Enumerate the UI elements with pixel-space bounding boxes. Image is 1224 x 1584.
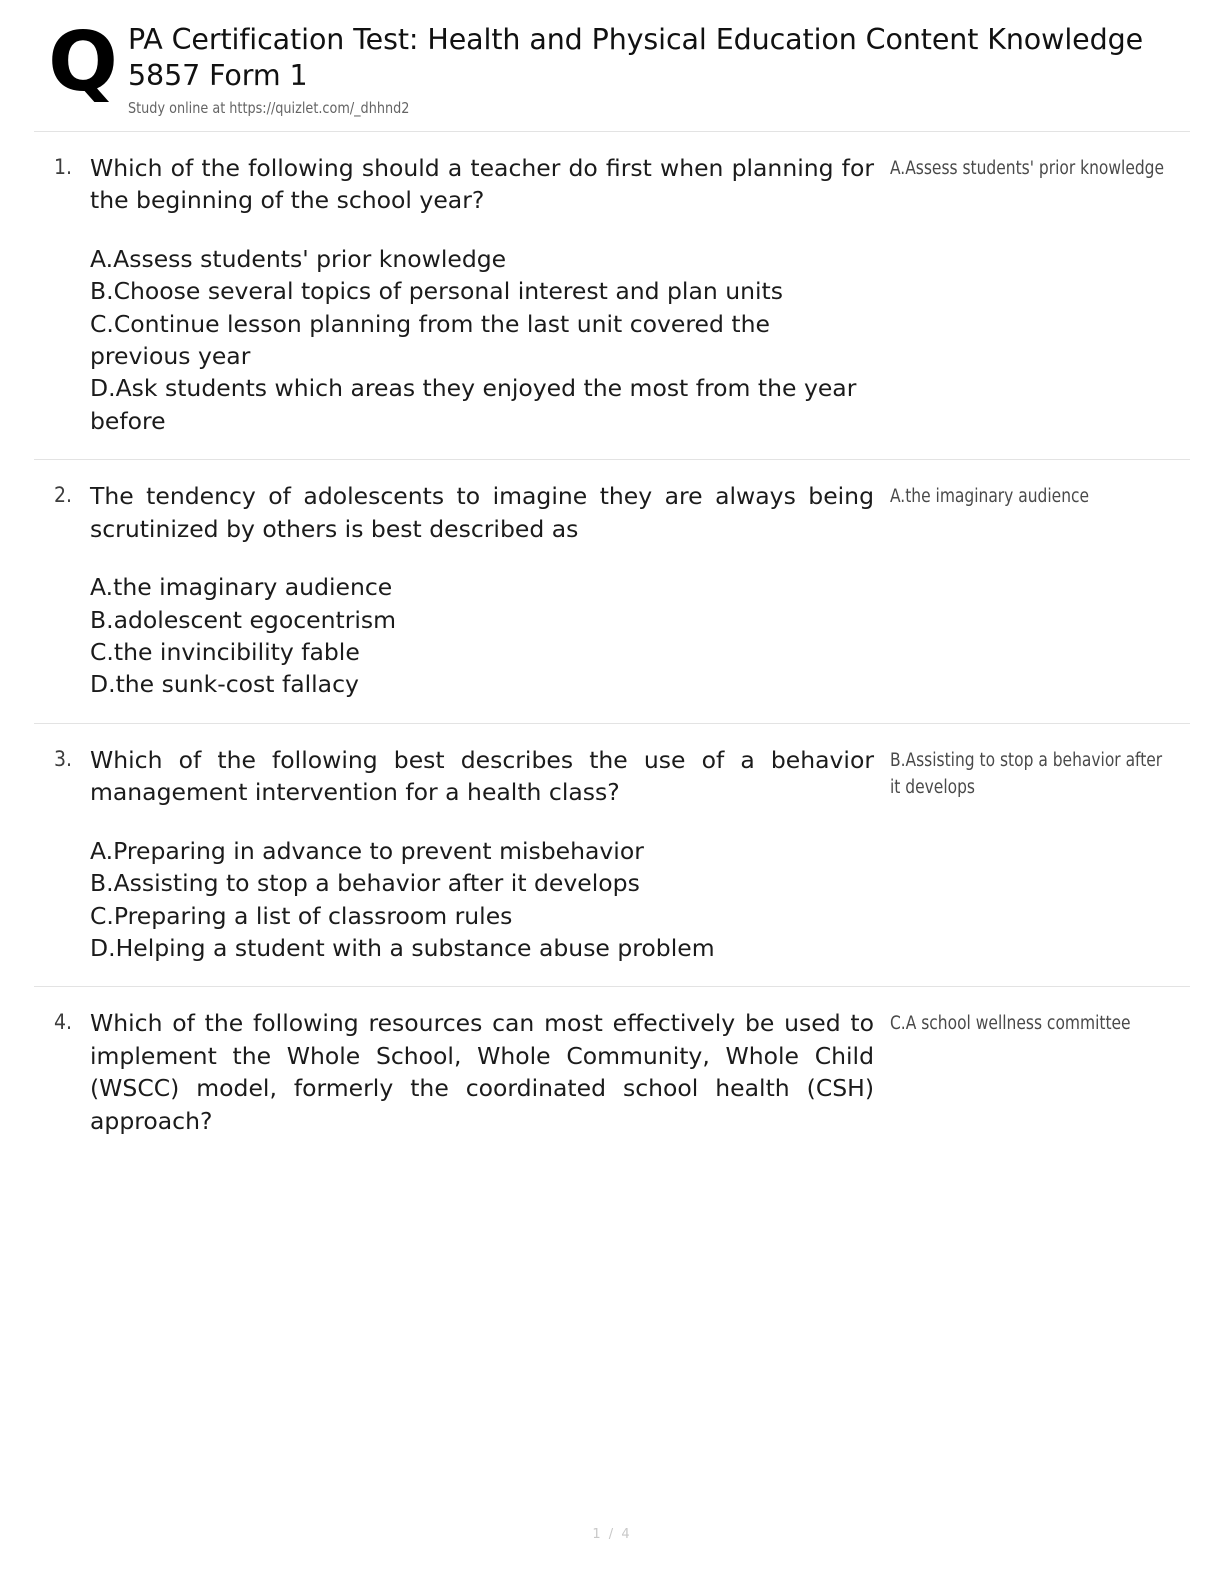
question-number: 2.: [53, 483, 72, 508]
question-choices: [90, 243, 874, 438]
choice-c: C.the invincibility fable: [90, 638, 360, 666]
choice-d: D.Ask students which areas they enjoyed the most from the year before: [90, 374, 857, 435]
choice-c: C.Preparing a list of classroom rules: [90, 901, 513, 930]
choice-c: C.Continue lesson planning from the last unit covered the previous year: [90, 309, 770, 371]
question-choices: [90, 571, 874, 701]
question-row: [34, 986, 1190, 1159]
study-online-link[interactable]: Study online at https://quizlet.com/_dhhnd2: [128, 98, 410, 117]
document-header: [34, 15, 1190, 117]
question-row: [34, 459, 1190, 723]
question-text: Which of the following resources can most effectively be used to implement the Whole School, Whole Community, Whole Child (WSCC) model, formerly the coordinated school health (CSH) approach?: [90, 1009, 874, 1135]
question-body: [90, 152, 890, 437]
answer-text: A.the imaginary audience: [890, 486, 1090, 508]
logo-glyph: Q: [48, 15, 116, 110]
question-number: 3.: [53, 746, 72, 771]
page-footer: 1 / 4: [592, 1527, 632, 1542]
answer-text: B.Assisting to stop a behavior after it develops: [890, 749, 1163, 798]
question-row: [34, 723, 1190, 987]
question-text: Which of the following should a teacher do first when planning for the beginning of the school year?: [90, 153, 874, 215]
answer-text: A.Assess students' prior knowledge: [890, 157, 1165, 179]
choice-d: D.the sunk-cost fallacy: [90, 670, 359, 699]
quizlet-logo-icon: [40, 15, 124, 110]
question-choices: [90, 835, 874, 965]
question-text: Which of the following best describes the use of a behavior management intervention for a health class?: [90, 745, 874, 807]
choice-b: B.Choose several topics of personal interest and plan units: [90, 277, 783, 306]
choice-a: A.the imaginary audience: [90, 573, 393, 602]
choice-b: B.adolescent egocentrism: [90, 605, 397, 634]
question-row: [34, 131, 1190, 459]
choice-d: D.Helping a student with a substance abuse problem: [90, 933, 715, 962]
page-title: PA Certification Test: Health and Physical Education Content Knowledge 5857 Form 1: [128, 23, 1144, 93]
choice-b: B.Assisting to stop a behavior after it develops: [90, 869, 640, 898]
choice-a: A.Preparing in advance to prevent misbehavior: [90, 836, 644, 865]
choice-a: A.Assess students' prior knowledge: [90, 244, 507, 273]
header-text-block: [124, 22, 1190, 117]
question-list: [34, 131, 1190, 1159]
answer-text: C.A school wellness committee: [890, 1013, 1131, 1035]
question-body: [90, 1007, 890, 1137]
question-body: [90, 480, 890, 701]
question-number: 1.: [53, 154, 72, 179]
question-text: The tendency of adolescents to imagine they are always being scrutinized by others is best described as: [90, 482, 874, 543]
question-number: 4.: [53, 1010, 72, 1035]
question-body: [90, 744, 890, 965]
